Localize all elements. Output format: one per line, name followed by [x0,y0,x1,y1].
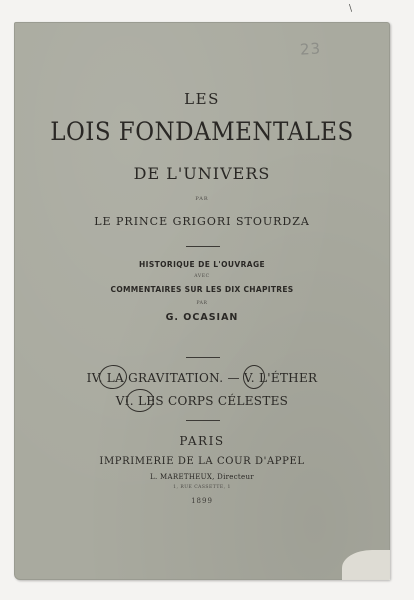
pencil-inventory-number: 23 [299,39,322,59]
ink-circle-vi [125,388,155,413]
printer-director: L. MARETHEUX, Directeur [150,473,254,481]
par-label-author: PAR [195,196,209,202]
book-title: LOIS FONDAMENTALES [50,117,354,146]
publication-year: 1899 [191,497,213,505]
divider-rule-top [186,246,220,247]
torn-corner [342,550,390,580]
author-name: LE PRINCE GRIGORI STOURDZA [94,215,310,228]
divider-rule-bottom [186,420,220,421]
imprint-city: PARIS [179,434,225,448]
book-cover [14,22,390,580]
divider-rule-middle [186,357,220,358]
title-article: LES [184,90,220,108]
corner-tick-mark: \ [349,4,353,14]
printer-address: 1, RUE CASSETTE, 1 [173,485,231,490]
avec-label: AVEC [194,274,210,279]
printer-name: IMPRIMERIE DE LA COUR D'APPEL [99,456,305,467]
ink-circle-v [242,364,266,389]
commentaires-heading: COMMENTAIRES SUR LES DIX CHAPITRES [110,285,294,294]
ink-circle-iv [98,364,128,391]
historique-heading: HISTORIQUE DE L'OUVRAGE [138,260,266,269]
par-label-editor: PAR [196,301,208,306]
chapters-line-2: VI. LES CORPS CÉLESTES [115,394,289,408]
chapters-line-1: IV. LA GRAVITATION. — V. L'ÉTHER [86,371,318,385]
editor-name: G. OCASIAN [165,312,239,323]
book-subtitle: DE L'UNIVERS [133,164,271,183]
